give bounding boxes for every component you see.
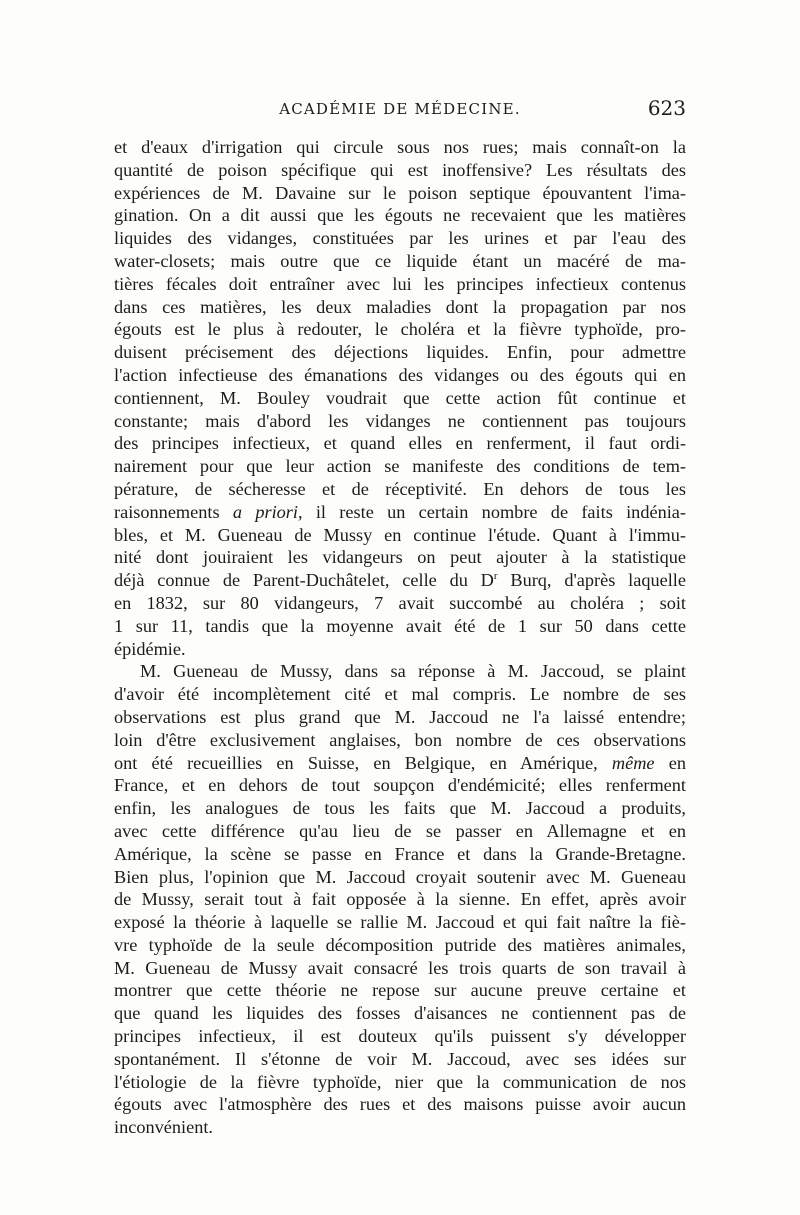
text-segment: en	[654, 752, 687, 773]
text-segment: Burq, d'après laquelle	[497, 570, 686, 591]
text-line: vre typhoïde de la seule décomposition putride des matières animales,	[114, 934, 686, 955]
body-text	[114, 136, 686, 1139]
text-line: enfin, les analogues de tous les faits que M. Jaccoud a produits,	[114, 798, 686, 819]
text-line: M. Gueneau de Mussy avait consacré les trois quarts de son travail à	[114, 957, 686, 978]
text-line	[114, 752, 686, 775]
text-line: montrer que cette théorie ne repose sur aucune preuve certaine et	[114, 980, 686, 1001]
text-line: observations est plus grand que M. Jaccoud ne l'a laissé entendre;	[114, 706, 686, 727]
text-line: expériences de M. Davaine sur le poison septique épouvantent l'ima-	[114, 182, 686, 203]
text-line: égouts est le plus à redouter, le choléra et la fièvre typhoïde, pro-	[114, 319, 686, 340]
text-line: tières fécales doit entraîner avec lui les principes infectieux contenus	[114, 273, 686, 294]
text-line: et d'eaux d'irrigation qui circule sous nos rues; mais connaît-on la	[114, 137, 686, 157]
text-line: inconvénient.	[114, 1117, 213, 1138]
text-line: l'étiologie de la fièvre typhoïde, nier que la communication de nos	[114, 1071, 686, 1092]
text-line: de Mussy, serait tout à fait opposée à la sienne. En effet, après avoir	[114, 889, 686, 910]
page-number: 623	[647, 96, 686, 120]
text-line: duisent précisement des déjections liquides. Enfin, pour admettre	[114, 342, 686, 363]
text-line: M. Gueneau de Mussy, dans sa réponse à M. Jaccoud, se plaint	[140, 661, 686, 682]
text-line: des principes infectieux, et quand elles en renferment, il faut ordi-	[114, 433, 686, 454]
text-line: 1 sur 11, tandis que la moyenne avait été de 1 sur 50 dans cette	[114, 615, 686, 636]
page-header	[114, 96, 686, 122]
text-line: Bien plus, l'opinion que M. Jaccoud croyait soutenir avec M. Gueneau	[114, 866, 686, 887]
text-line: l'action infectieuse des émanations des vidanges ou des égouts qui en	[114, 364, 686, 385]
text-line: nairement pour que leur action se manifeste des conditions de tem-	[114, 456, 686, 477]
text-line: principes infectieux, il est douteux qu'ils puissent s'y développer	[114, 1026, 686, 1047]
text-line: water-closets; mais outre que ce liquide étant un macéré de ma-	[114, 250, 686, 271]
text-line: quantité de poison spécifique qui est inoffensive? Les résultats des	[114, 159, 686, 180]
text-line: pérature, de sécheresse et de réceptivité. En dehors de tous les	[114, 478, 686, 499]
text-line: bles, et M. Gueneau de Mussy en continue l'étude. Quant à l'immu-	[114, 524, 686, 545]
text-line: avec cette différence qu'au lieu de se passer en Allemagne et en	[114, 820, 686, 841]
text-segment: ont été recueillies en Suisse, en Belgique, en Amérique,	[114, 752, 612, 773]
text-line: en 1832, sur 80 vidangeurs, 7 avait succombé au choléra ; soit	[114, 592, 686, 613]
text-line	[114, 501, 686, 524]
text-line: contiennent, M. Bouley voudrait que cette action fût continue et	[114, 387, 686, 408]
text-segment: , il reste un certain nombre de faits indénia-	[298, 501, 687, 522]
italic-text: a priori	[232, 501, 298, 522]
text-segment: déjà connue de Parent-Duchâtelet, celle du D	[114, 570, 494, 591]
italic-text: même	[611, 752, 655, 773]
text-line: nité dont jouiraient les vidangeurs on peut ajouter à la statistique	[114, 547, 686, 568]
text-line: égouts avec l'atmosphère des rues et des maisons puisse avoir aucun	[114, 1094, 686, 1115]
text-line: loin d'être exclusivement anglaises, bon nombre de ces observations	[114, 729, 686, 750]
text-line: constante; mais d'abord les vidanges ne contiennent pas toujours	[114, 410, 686, 431]
text-line: exposé la théorie à laquelle se rallie M. Jaccoud et qui fait naître la fiè-	[114, 912, 686, 933]
paragraph-2	[114, 660, 686, 1139]
text-line: dans ces matières, les deux maladies dont la propagation par nos	[114, 296, 686, 317]
superscript-text: r	[493, 570, 498, 583]
text-line: Amérique, la scène se passe en France et dans la Grande-Bretagne.	[114, 843, 686, 864]
paragraph-1	[114, 136, 686, 660]
text-line: que quand les liquides des fosses d'aisances ne contiennent pas de	[114, 1003, 686, 1024]
text-line	[114, 569, 686, 592]
text-line: d'avoir été incomplètement cité et mal compris. Le nombre de ses	[114, 684, 686, 705]
text-line: épidémie.	[114, 638, 186, 659]
text-line: France, et en dehors de tout soupçon d'endémicité; elles renferment	[114, 775, 686, 796]
text-segment: raisonnements	[114, 501, 233, 522]
text-line: liquides des vidanges, constituées par les urines et par l'eau des	[114, 228, 686, 249]
running-head: ACADÉMIE DE MÉDECINE.	[279, 100, 521, 118]
text-line: gination. On a dit aussi que les égouts ne recevaient que les matières	[114, 205, 686, 226]
text-line: spontanément. Il s'étonne de voir M. Jaccoud, avec ses idées sur	[114, 1048, 686, 1069]
